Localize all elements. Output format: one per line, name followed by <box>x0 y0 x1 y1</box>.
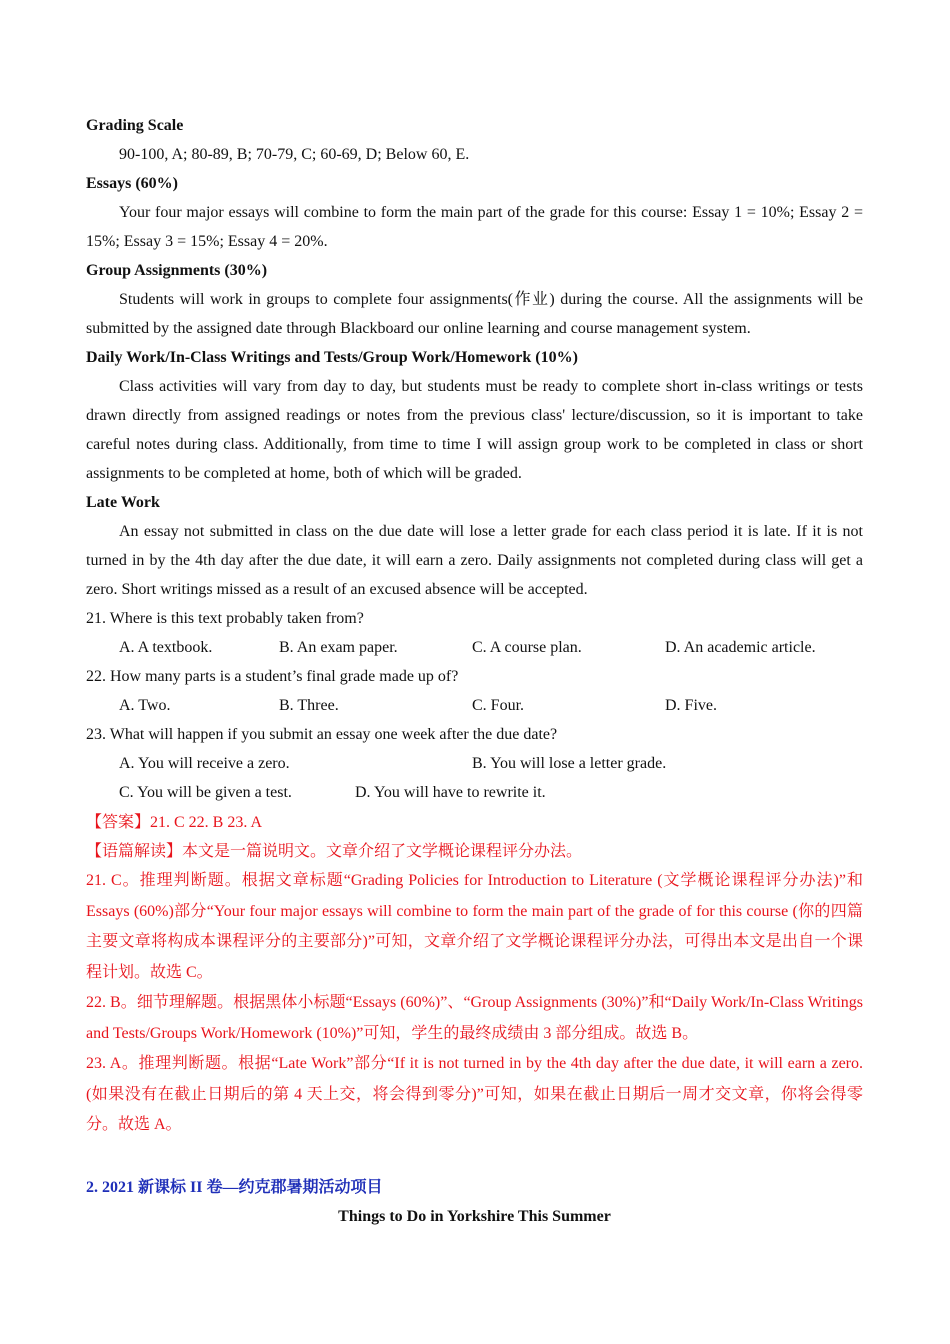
option-c: C. Four. <box>472 697 525 714</box>
group-assignments-text: Students will work in groups to complete four assignments(作业) during the course. All the assignments will be submitted by the assigned date through Blackboard our online learning and course management system. <box>86 291 863 337</box>
next-passage-label: 2. 2021 新课标 II 卷—约克郡暑期活动项目 <box>86 1178 383 1196</box>
option-a: A. You will receive a zero. <box>119 755 290 772</box>
question-21-stem: 21. Where is this text probably taken from? <box>86 610 364 627</box>
question-23-options-row2 <box>86 778 863 807</box>
option-b: B. Three. <box>279 697 339 714</box>
option-c: C. You will be given a test. <box>119 784 292 801</box>
explanation-22: 22. B。细节理解题。根据黑体小标题“Essays (60%)”、“Group Assignments (30%)”和“Daily Work/In-Class Writings and Tests/Groups Work/Homework (10%)”可知，学生的最终成绩由 3 部分组成。故选 B。 <box>86 994 863 1042</box>
passage-summary: 【语篇解读】本文是一篇说明文。文章介绍了文学概论课程评分办法。 <box>86 843 583 860</box>
essays-text: Your four major essays will combine to form the main part of the grade for this course: Essay 1 = 10%; Essay 2 = 15%; Essay 3 = 15%; Essay 4 = 20%. <box>86 204 863 250</box>
answer-key: 【答案】21. C 22. B 23. A <box>86 814 263 831</box>
option-c: C. A course plan. <box>472 639 582 656</box>
option-d: D. You will have to rewrite it. <box>355 784 546 801</box>
late-work-text: An essay not submitted in class on the due date will lose a letter grade for each class period it is late. If it is not turned in by the 4th day after the due date, it will earn a zero. Daily assignments not completed during class will get a zero. Short writings missed as a result of an excused absence will be accepted. <box>86 523 863 598</box>
question-23-stem: 23. What will happen if you submit an essay one week after the due date? <box>86 726 558 743</box>
late-work-heading: Late Work <box>86 494 160 511</box>
option-d: D. Five. <box>665 697 717 714</box>
option-b: B. An exam paper. <box>279 639 398 656</box>
option-a: A. Two. <box>119 697 171 714</box>
daily-work-text: Class activities will vary from day to day, but students must be ready to complete short in-class writings or tests drawn directly from assigned readings or notes from the previous class' lecture/discussion, so it is important to take careful notes during class. Additionally, from time to time I will assign group work to be completed in class or short assignments to be completed at home, both of which will be graded. <box>86 378 863 482</box>
grading-scale-heading: Grading Scale <box>86 117 184 134</box>
explanation-21: 21. C。推理判断题。根据文章标题“Grading Policies for Introduction to Literature (文学概论课程评分办法)”和 Essays (60%)部分“Your four major essays will combine to form the main part of the grade of for this course (你的四篇主要文章将构成本课程评分的主要部分)”可知，文章介绍了文学概论课程评分办法，可得出本文是出自一个课程计划。故选 C。 <box>86 872 863 981</box>
question-22-stem: 22. How many parts is a student’s final grade made up of? <box>86 668 459 685</box>
essays-heading: Essays (60%) <box>86 175 179 192</box>
daily-work-heading: Daily Work/In-Class Writings and Tests/Group Work/Homework (10%) <box>86 349 578 366</box>
document-page <box>86 111 863 1231</box>
grading-scale-text: 90-100, A; 80-89, B; 70-79, C; 60-69, D; Below 60, E. <box>119 146 470 163</box>
next-passage-title: Things to Do in Yorkshire This Summer <box>338 1207 611 1225</box>
option-b: B. You will lose a letter grade. <box>472 755 667 772</box>
option-a: A. A textbook. <box>119 639 213 656</box>
question-22-options <box>86 691 863 720</box>
explanation-23: 23. A。推理判断题。根据“Late Work”部分“If it is not turned in by the 4th day after the due date, it will earn a zero. (如果没有在截止日期后的第 4 天上交，将会得到零分)”可知，如果在截止日期后一周才交文章，你将会得零分。故选 A。 <box>86 1055 863 1133</box>
question-21-options <box>86 633 863 662</box>
question-23-options-row1 <box>86 749 863 778</box>
option-d: D. An academic article. <box>665 639 816 656</box>
group-assignments-heading: Group Assignments (30%) <box>86 262 268 279</box>
